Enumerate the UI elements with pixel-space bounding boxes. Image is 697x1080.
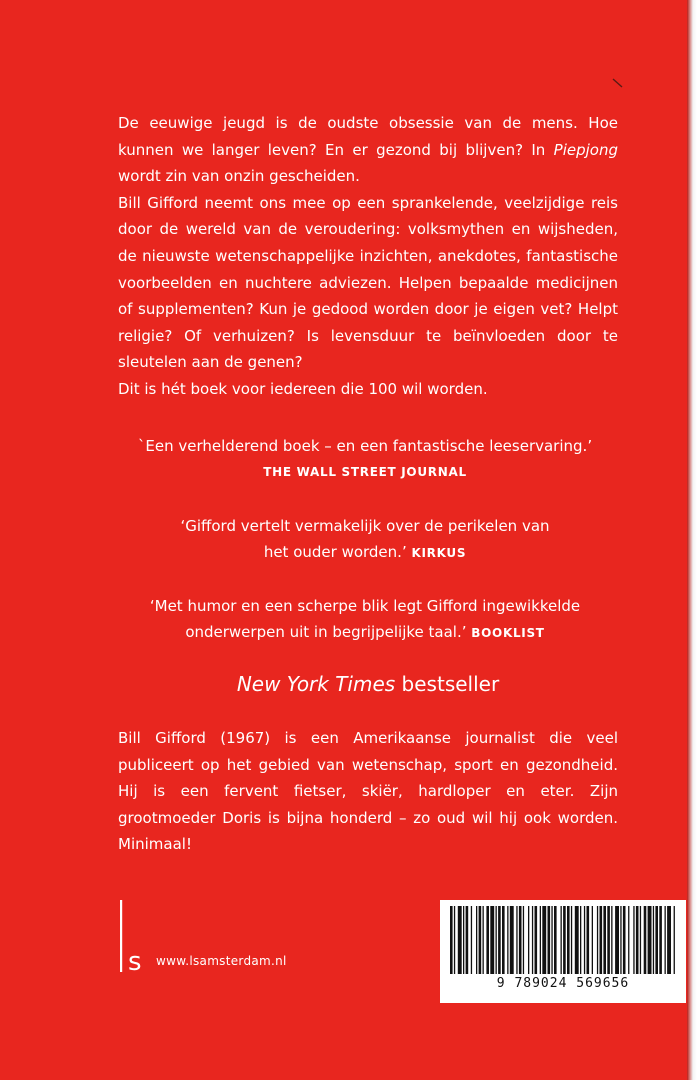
quote-text-line-1: ‘Gifford vertelt vermakelijk over de perikelen van [180, 517, 550, 535]
bestseller-line: New York Times bestseller [236, 672, 500, 696]
quote-source: KIRKUS [411, 546, 467, 560]
review-quote-kirkus [130, 513, 600, 566]
quote-text-line-2: onderwerpen uit in begrijpelijke taal.’ BOOKLIST [185, 623, 545, 641]
blurb-paragraph-2: Bill Gifford neemt ons mee op een sprankelende, veelzijdige reis door de wereld van de veroudering: volksmythen en wijsheden, de nieuwste wetenschappelijke inzichten, anekdotes, fantastische voorbeelden en nuchtere adviezen. Helpen bepaalde medicijnen of supplementen? Kun je gedood worden door je eigen vet? Helpt religie? Of verhuizen? Is levensduur te beïnvloeden door te sleutelen aan de genen? [118, 193, 618, 372]
scratch-mark-icon [611, 76, 625, 90]
logo-letter: s [128, 947, 142, 972]
barcode-icon [448, 906, 678, 974]
barcode [440, 900, 686, 1003]
quote-text: `Een verhelderend boek – en een fantastische leeservaring.’ [137, 437, 593, 455]
blurb-text [118, 110, 618, 403]
quote-text-line-1: ‘Met humor en een scherpe blik legt Gifford ingewikkelde [149, 597, 581, 615]
quote-text-line-2: het ouder worden.’ KIRKUS [263, 543, 467, 561]
author-bio: Bill Gifford (1967) is een Amerikaanse journalist die veel publiceert op het gebied van wetenschap, sport en gezondheid. Hij is een fervent fietser, skiër, hardloper en eter. Zijn grootmoeder Doris is bijna honderd – zo oud wil hij ook worden. Minimaal! [118, 729, 618, 854]
ls-logo-icon [118, 900, 148, 972]
quote-source: BOOKLIST [471, 626, 545, 640]
review-quote-wsj [130, 433, 600, 485]
isbn-number: 9 789024 569656 [496, 976, 630, 991]
quote-source: THE WALL STREET JOURNAL [263, 465, 467, 479]
publisher-website-link[interactable]: www.lsamsterdam.nl [156, 954, 287, 968]
blurb-paragraph-1: De eeuwige jeugd is de oudste obsessie van de mens. Hoe kunnen we langer leven? En er gezond bij blijven? In Piepjong wordt zin van onzin gescheiden. [118, 114, 618, 186]
book-title: Piepjong [553, 140, 618, 159]
review-quote-booklist [130, 593, 600, 646]
blurb-paragraph-3: Dit is hét boek voor iedereen die 100 wil worden. [118, 379, 488, 398]
page-edge [687, 0, 697, 1080]
